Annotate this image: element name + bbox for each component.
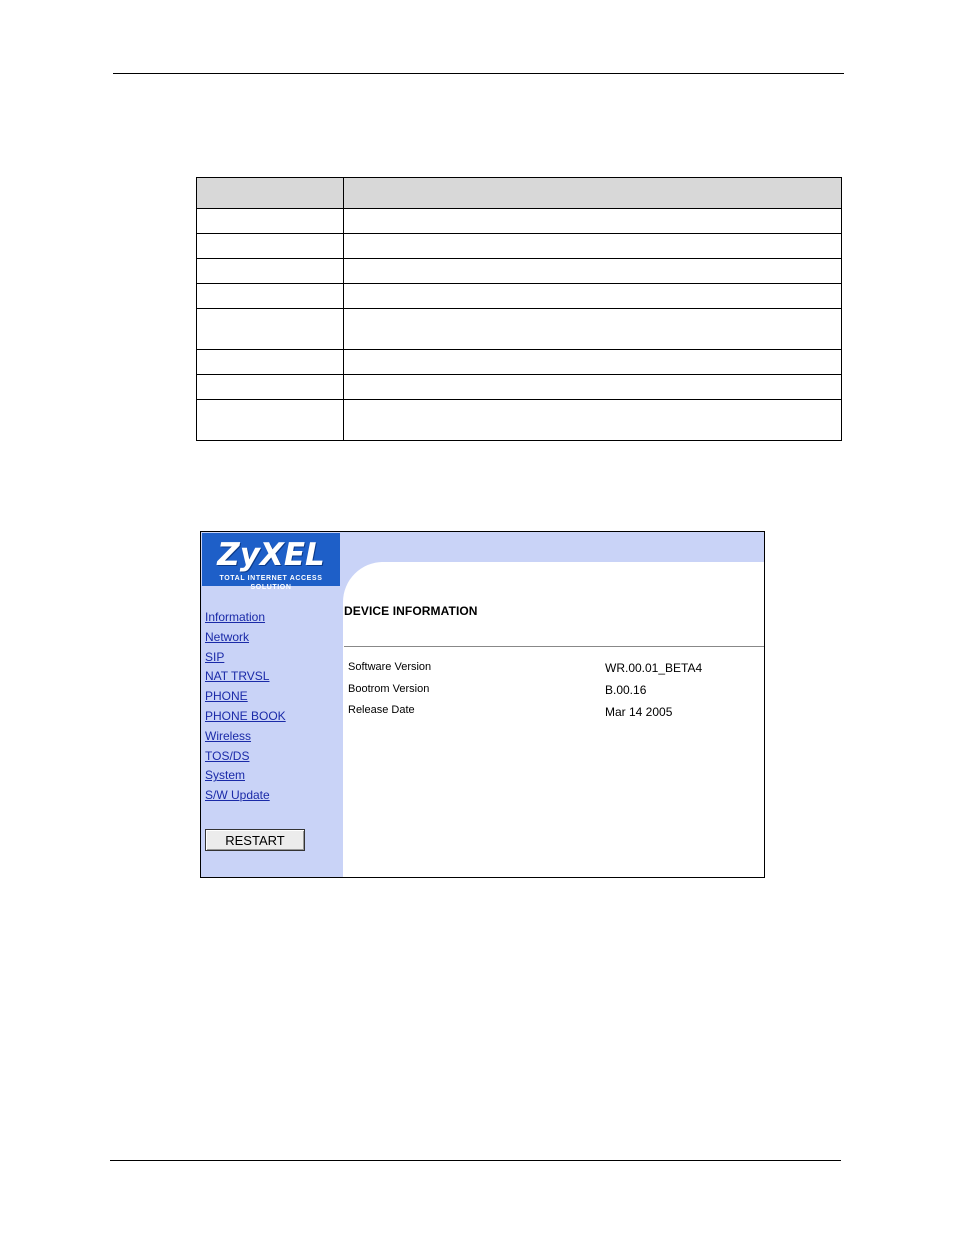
- table-header-row: [197, 178, 842, 209]
- nav-link-sip[interactable]: SIP: [205, 649, 225, 664]
- nav-link-phone-book[interactable]: PHONE BOOK: [205, 708, 286, 723]
- table-row: [197, 259, 842, 284]
- page-footer-rule: [110, 1160, 841, 1161]
- software-version-value: WR.00.01_BETA4: [605, 661, 703, 675]
- table-row: [197, 400, 842, 441]
- page-title: DEVICE INFORMATION: [344, 604, 478, 618]
- software-version-label: Software Version: [348, 661, 432, 673]
- main-panel: [343, 532, 764, 877]
- nav-link-network[interactable]: Network: [205, 629, 250, 644]
- bootrom-version-value: B.00.16: [605, 683, 647, 697]
- doc-table: [196, 177, 842, 441]
- title-divider: [344, 646, 764, 647]
- bootrom-version-label: Bootrom Version: [348, 683, 430, 695]
- release-date-value: Mar 14 2005: [605, 705, 673, 719]
- nav-link-sw-update[interactable]: S/W Update: [205, 788, 270, 803]
- table-row: [197, 209, 842, 234]
- nav-link-information[interactable]: Information: [205, 610, 266, 624]
- logo-tagline: TOTAL INTERNET ACCESS SOLUTION: [219, 575, 323, 591]
- nav-link-wireless[interactable]: Wireless: [205, 728, 252, 743]
- sidebar-nav: [205, 610, 286, 808]
- nav-link-phone[interactable]: PHONE: [205, 689, 248, 704]
- sidebar: [201, 532, 343, 877]
- device-web-ui-screenshot: [200, 531, 765, 878]
- table-row: [197, 375, 842, 400]
- table-row: [197, 350, 842, 375]
- nav-link-system[interactable]: System: [205, 768, 246, 783]
- release-date-label: Release Date: [348, 704, 415, 716]
- nav-link-nat-trvsl[interactable]: NAT TRVSL: [205, 669, 270, 684]
- nav-link-tos-ds[interactable]: TOS/DS: [205, 748, 250, 763]
- zyxel-logo: [202, 533, 340, 591]
- table-row: [197, 284, 842, 309]
- table-row: [197, 309, 842, 350]
- page-header-rule: [113, 73, 844, 74]
- restart-button[interactable]: RESTART: [205, 829, 305, 851]
- table-row: [197, 234, 842, 259]
- header-band: [343, 532, 764, 562]
- logo-wordmark: ZyXEL: [217, 537, 325, 573]
